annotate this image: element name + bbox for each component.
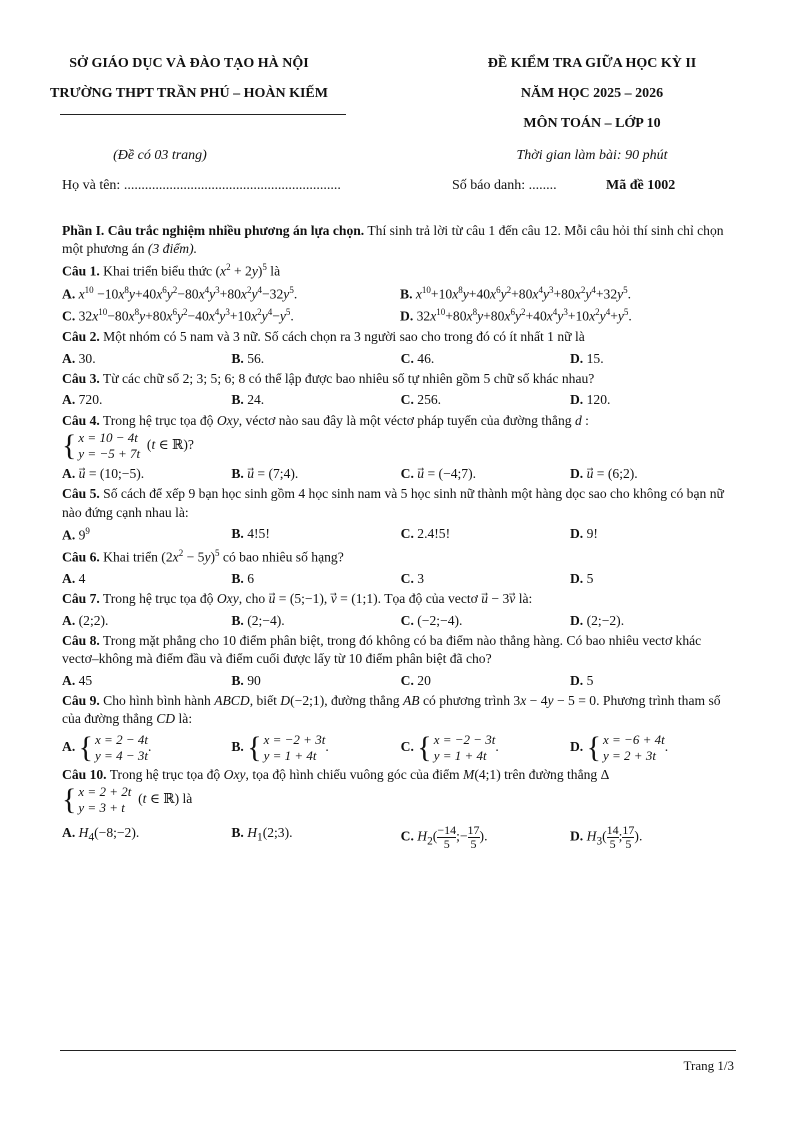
option-a[interactable]: A. 720. [62,392,103,408]
question-1-options-2 [62,306,738,326]
question-6-options [62,570,738,588]
question-1-options [62,284,738,304]
option-d[interactable]: D. u⃗ = (6;2). [569,466,638,482]
exam-code: Mã đề 1002 [606,178,676,193]
part1-score: (3 điểm). [147,241,197,257]
option-c[interactable]: C. 3 [400,570,425,586]
question-9: Câu 9. Cho hình bình hành ABCD, biết D(−2;1), đường thẳng AB có phương trình 3x − 4y − 5 = 0. Phương trình tham số của đường thẳng CD là: [62,692,721,727]
option-d[interactable]: D. 5 [569,570,594,586]
question-4-system: { x = 10 − 4t y = −5 + 7t (t ∈ ℝ)? [62,429,194,463]
option-d[interactable]: D. 15. [569,350,604,366]
option-d[interactable]: D. $32x^{10}+80x^8y+80x^6y^2+40x^4y^3+10x^2y^4+y^5$. [400,307,632,324]
question-3: Câu 3. Từ các chữ số 2; 3; 5; 6; 8 có thể lập được bao nhiêu số tự nhiên gồm 5 chữ số khác nhau? [62,371,595,386]
option-a[interactable]: A. 30. [62,350,96,366]
option-c[interactable]: C. u⃗ = (−4;7). [400,466,477,482]
question-3-options [62,391,738,409]
question-8-options [62,672,738,690]
question-5-options [62,525,738,545]
question-6: Câu 6. Khai triển $(2x^2 - 5y)^5$ có bao nhiêu số hạng? [62,547,344,565]
option-d[interactable]: D. 9! [569,526,598,542]
question-10: Câu 10. Trong hệ trục tọa độ Oxy, tọa độ hình chiếu vuông góc của điểm M(4;1) trên đường thẳng Δ [62,766,610,782]
option-b[interactable]: B. { x = −2 + 3t y = 1 + 4t . [231,730,329,764]
header-rule [60,114,346,115]
time-limit: Thời gian làm bài: 90 phút [516,148,668,163]
option-b[interactable]: B. (2;−4). [231,612,285,628]
option-a[interactable]: A. $9^9$ [62,526,90,543]
question-1: Câu 1. Khai triển biểu thức $(x^2 + 2y)^5$ là [62,261,281,279]
department-name: SỞ GIÁO DỤC VÀ ĐÀO TẠO HÀ NỘI [69,56,309,71]
question-5: Câu 5. Số cách để xếp 9 bạn học sinh gồm 4 học sinh nam và 5 học sinh nữ thành một hàng dọc sao cho không có bạn nữ nào đứng cạnh nhau là: [62,486,724,520]
question-7-options [62,612,738,630]
option-a[interactable]: A. 45 [62,672,93,688]
option-c[interactable]: C. 2.4!5! [400,526,451,542]
question-10-options [62,824,738,851]
option-b[interactable]: B. $H_1(2;3)$. [231,824,293,844]
option-b[interactable]: B. u⃗ = (7;4). [231,466,299,482]
pages-note: (Đề có 03 trang) [113,148,207,163]
option-c[interactable]: C. $H_2$( $\frac{-14}{5}$ ;− $\frac{17}{5}$ ). [400,822,488,851]
question-4: Câu 4. Trong hệ trục tọa độ Oxy, véctơ nào sau đây là một véctơ pháp tuyến của đường thẳng d : [62,412,589,428]
option-c[interactable]: C. 46. [400,350,435,366]
school-year: NĂM HỌC 2025 – 2026 [520,86,664,101]
question-9-options [62,732,738,764]
option-d[interactable]: D. $H_3$( $\frac{14}{5}$ ; $\frac{17}{5}$ ). [569,822,643,851]
school-name: TRƯỜNG THPT TRẦN PHÚ – HOÀN KIẾM [50,86,328,101]
exam-title: ĐỀ KIỂM TRA GIỮA HỌC KỲ II [487,56,697,71]
option-b[interactable]: B. 6 [231,570,254,586]
footer-rule [60,1050,736,1051]
question-10-system: { x = 2 + 2t y = 3 + t (t ∈ ℝ) là [62,782,193,816]
option-b[interactable]: B. 56. [231,350,265,366]
exam-body [62,222,738,853]
question-4-options [62,465,738,483]
option-b[interactable]: B. 24. [231,392,265,408]
option-a[interactable]: A. (2;2). [62,612,109,628]
option-c[interactable]: C. 256. [400,392,442,408]
page-number: Trang 1/3 [683,1058,734,1073]
option-c[interactable]: C. $32x^{10}-80x^8y+80x^6y^2-40x^4y^3+10x^2y^4-y^5$. [62,307,294,324]
question-8: Câu 8. Trong mặt phẳng cho 10 điểm phân biệt, trong đó không có ba điểm nào thẳng hàng. Có bao nhiêu vectơ khác vectơ–không mà điểm đầu và điểm cuối được lấy từ 10 điểm phân biệt đã cho? [62,632,702,667]
option-a[interactable]: A. 4 [62,570,86,586]
part1-title: Phần I. Câu trắc nghiệm nhiều phương án lựa chọn. [62,223,365,238]
option-c[interactable]: C. { x = −2 − 3t y = 1 + 4t . [400,730,499,764]
option-b[interactable]: B. $x^{10}+10x^8y+40x^6y^2+80x^4y^3+80x^2y^4+32y^5$. [400,284,632,302]
option-a[interactable]: A. u⃗ = (10;−5). [62,466,145,482]
question-2: Câu 2. Một nhóm có 5 nam và 3 nữ. Số cách chọn ra 3 người sao cho trong đó có ít nhất 1 nữ là [62,329,585,345]
part1-desc: Thí sinh trả lời từ câu 1 đến câu 12. Mỗi câu hỏi thí sinh chỉ chọn một phương án [62,223,724,257]
part1-intro [62,222,738,259]
option-d[interactable]: D. { x = −6 + 4t y = 2 + 3t . [569,730,669,764]
option-d[interactable]: D. 120. [569,392,611,408]
candidate-number-field: Số báo danh: ........ [452,178,557,193]
question-2-options [62,350,738,368]
subject: MÔN TOÁN – LỚP 10 [523,116,661,131]
option-b[interactable]: B. 4!5! [231,526,270,542]
name-field: Họ và tên: .............................................................. [62,178,341,193]
option-d[interactable]: D. 5 [569,672,594,688]
option-d[interactable]: D. (2;−2). [569,612,625,628]
option-a[interactable]: A. $H_4(-8;-2)$. [62,824,140,844]
option-a[interactable]: A. { x = 2 − 4t y = 4 − 3t . [62,730,152,764]
option-b[interactable]: B. 90 [231,672,261,688]
option-c[interactable]: C. 20 [400,672,431,688]
question-7: Câu 7. Trong hệ trục tọa độ Oxy, cho u⃗ = (5;−1), v⃗ = (1;1). Tọa độ của vectơ u⃗ − 3v⃗ là: [62,591,533,607]
option-a[interactable]: A. $x^{10} -10x^8y+40x^6y^2-80x^4y^3+80x^2y^4-32y^5$. [62,284,298,302]
option-c[interactable]: C. (−2;−4). [400,612,463,628]
